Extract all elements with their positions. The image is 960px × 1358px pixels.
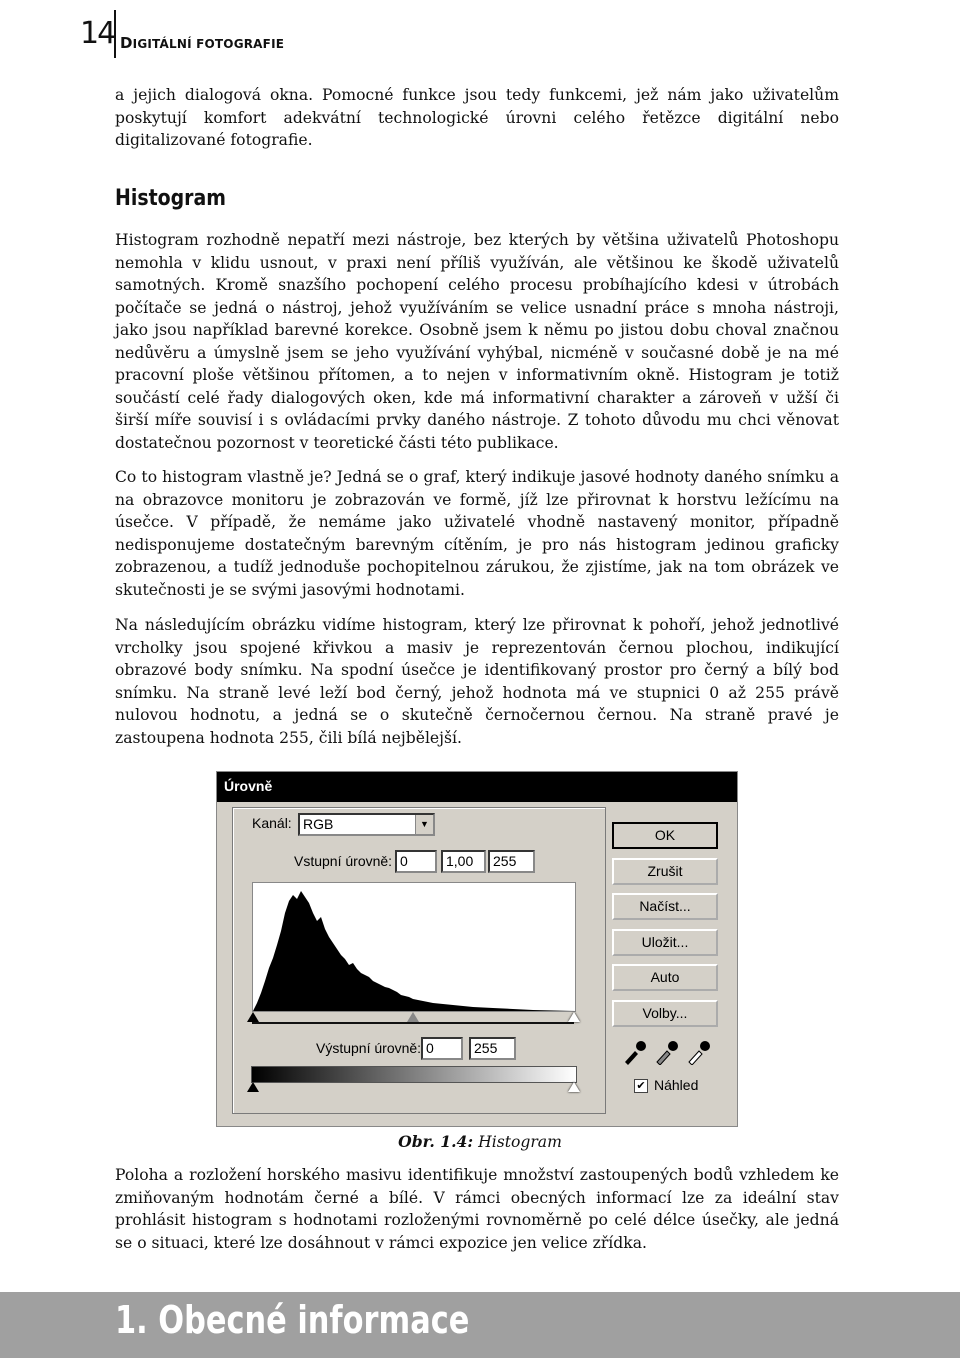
heading-histogram: Histogram xyxy=(115,186,226,211)
output-black-field[interactable]: 0 xyxy=(421,1037,463,1060)
input-white-field[interactable]: 255 xyxy=(488,850,535,873)
save-button[interactable]: Uložit... xyxy=(612,929,718,956)
dialog-title: Úrovně xyxy=(224,778,273,794)
paragraph-3: Na následujícím obrázku vidíme histogram, který lze přirovnat k pohoří, jehož jednotlivé vrcholky jsou spojené křivkou a masiv je reprezentován černou plochou, indikující obrazové body snímku. Na spodní úsečce je identifikovaný prostor pro černý a bílý bod snímku. Na straně levé leží bod černý, jehož hodnota má ve stupnici 0 až 255 právě nulovou hodnotu, a jedná se o skutečně černočernou černou. Na straně pravé je zastoupena hodnota 255, čili bílá nejbělejší. xyxy=(115,616,839,747)
figure-title: Histogram xyxy=(478,1133,562,1151)
input-gamma-slider[interactable] xyxy=(407,1012,419,1022)
input-slider-track[interactable] xyxy=(252,1022,574,1024)
output-white-field[interactable]: 255 xyxy=(469,1037,516,1060)
section-title-initial: D xyxy=(120,34,133,52)
chevron-down-icon[interactable]: ▼ xyxy=(415,815,433,834)
paragraph-1: Histogram rozhodně nepatří mezi nástroje, bez kterých by většina uživatelů Photoshopu nemohla v klidu usnout, v praxi není příliš využíván, ale většinou ke škodě uživatelů samotných. Kromě snazšího pochopení celého procesu probíhajícího kdesi v útrobách počítače se jedná o nástroj, jehož využíváním se velice usnadní práce s mnoha nástroji, jako jsou například barevné korekce. Osobně jsem k němu po jistou dobu choval značnou nedůvěru a úmyslně jsem se jeho využívání vyhýbal, nicméně v současné době je na mé pracovní ploše většinou přítomen, a to nejen v informativním okně. Histogram je totiž součástí celé řady dialogových oken, kde má informativní charakter a zároveň v užší či širší míře souvisí i s ovládacími prvky daného nástroje. Z tohoto důvodu mu chci věnovat dostatečnou pozornost v teoretické části této publikace. xyxy=(115,231,839,452)
gray-eyedropper-icon[interactable] xyxy=(653,1039,681,1065)
header-divider xyxy=(114,10,116,58)
figure-number: Obr. 1.4: xyxy=(398,1132,474,1151)
output-gradient-bar xyxy=(251,1066,577,1083)
page-number: 14 xyxy=(80,16,115,51)
cancel-button[interactable]: Zrušit xyxy=(612,858,718,885)
auto-button[interactable]: Auto xyxy=(612,964,718,991)
output-black-slider[interactable] xyxy=(247,1082,259,1092)
section-title-rest: IGITÁLNÍ FOTOGRAFIE xyxy=(132,37,285,51)
channel-label: Kanál: xyxy=(252,815,292,831)
preview-label: Náhled xyxy=(654,1077,699,1093)
paragraph-4: Poloha a rozložení horského masivu identifikuje množství zastoupených bodů vzhledem ke zmiňovaným hodnotám černé a bílé. V rámci obecných informací lze za ideální stav prohlásit histogram s hodnotami rozloženými rovnoměrně po celé délce úsečky, ale jedná se o situaci, které lze dosáhnout v rámci expozice jen velice zřídka. xyxy=(115,1166,839,1252)
channel-value: RGB xyxy=(303,816,334,832)
figure-caption xyxy=(0,1132,960,1151)
levels-dialog xyxy=(216,771,738,1127)
preview-checkbox[interactable]: ✔ xyxy=(634,1079,648,1093)
dialog-titlebar xyxy=(217,772,737,802)
white-eyedropper-icon[interactable] xyxy=(685,1039,713,1065)
input-gamma-field[interactable]: 1,00 xyxy=(441,850,486,873)
channel-select[interactable] xyxy=(298,813,435,836)
chapter-title: 1. Obecné informace xyxy=(115,1298,470,1342)
black-eyedropper-icon[interactable] xyxy=(621,1039,649,1065)
output-levels-label: Výstupní úrovně: xyxy=(316,1040,422,1056)
output-white-slider[interactable] xyxy=(568,1082,580,1092)
input-white-slider[interactable] xyxy=(568,1012,580,1022)
paragraph-intro: a jejich dialogová okna. Pomocné funkce jsou tedy funkcemi, jež nám jako uživatelům poskytují komfort adekvátní technologické úrovni celého řetězce digitální nebo digitalizované fotografie. xyxy=(115,86,839,149)
paragraph-2: Co to histogram vlastně je? Jedná se o graf, který indikuje jasové hodnoty daného snímku a na obrazovce monitoru je zobrazován ve formě, jíž lze přirovnat k horstvu ležícímu na úsečce. V případě, že nemáme jako uživatelé vhodně nastavený monitor, případně nedisponujeme dostatečným barevným cítěním, je pro nás histogram jedinou graficky zobrazenou, a tudíž jednoduše pochopitelnou zárukou, že zjistíme, jak na tom obrázek ve skutečnosti je se svými jasovými hodnotami. xyxy=(115,468,839,599)
load-button[interactable]: Načíst... xyxy=(612,893,718,920)
histogram-chart xyxy=(252,882,576,1012)
input-levels-label: Vstupní úrovně: xyxy=(294,853,393,869)
ok-button[interactable]: OK xyxy=(612,822,718,849)
histogram-shape xyxy=(253,891,575,1011)
input-black-field[interactable]: 0 xyxy=(395,850,437,873)
section-title xyxy=(120,34,284,52)
input-black-slider[interactable] xyxy=(247,1012,259,1022)
options-button[interactable]: Volby... xyxy=(612,1000,718,1027)
